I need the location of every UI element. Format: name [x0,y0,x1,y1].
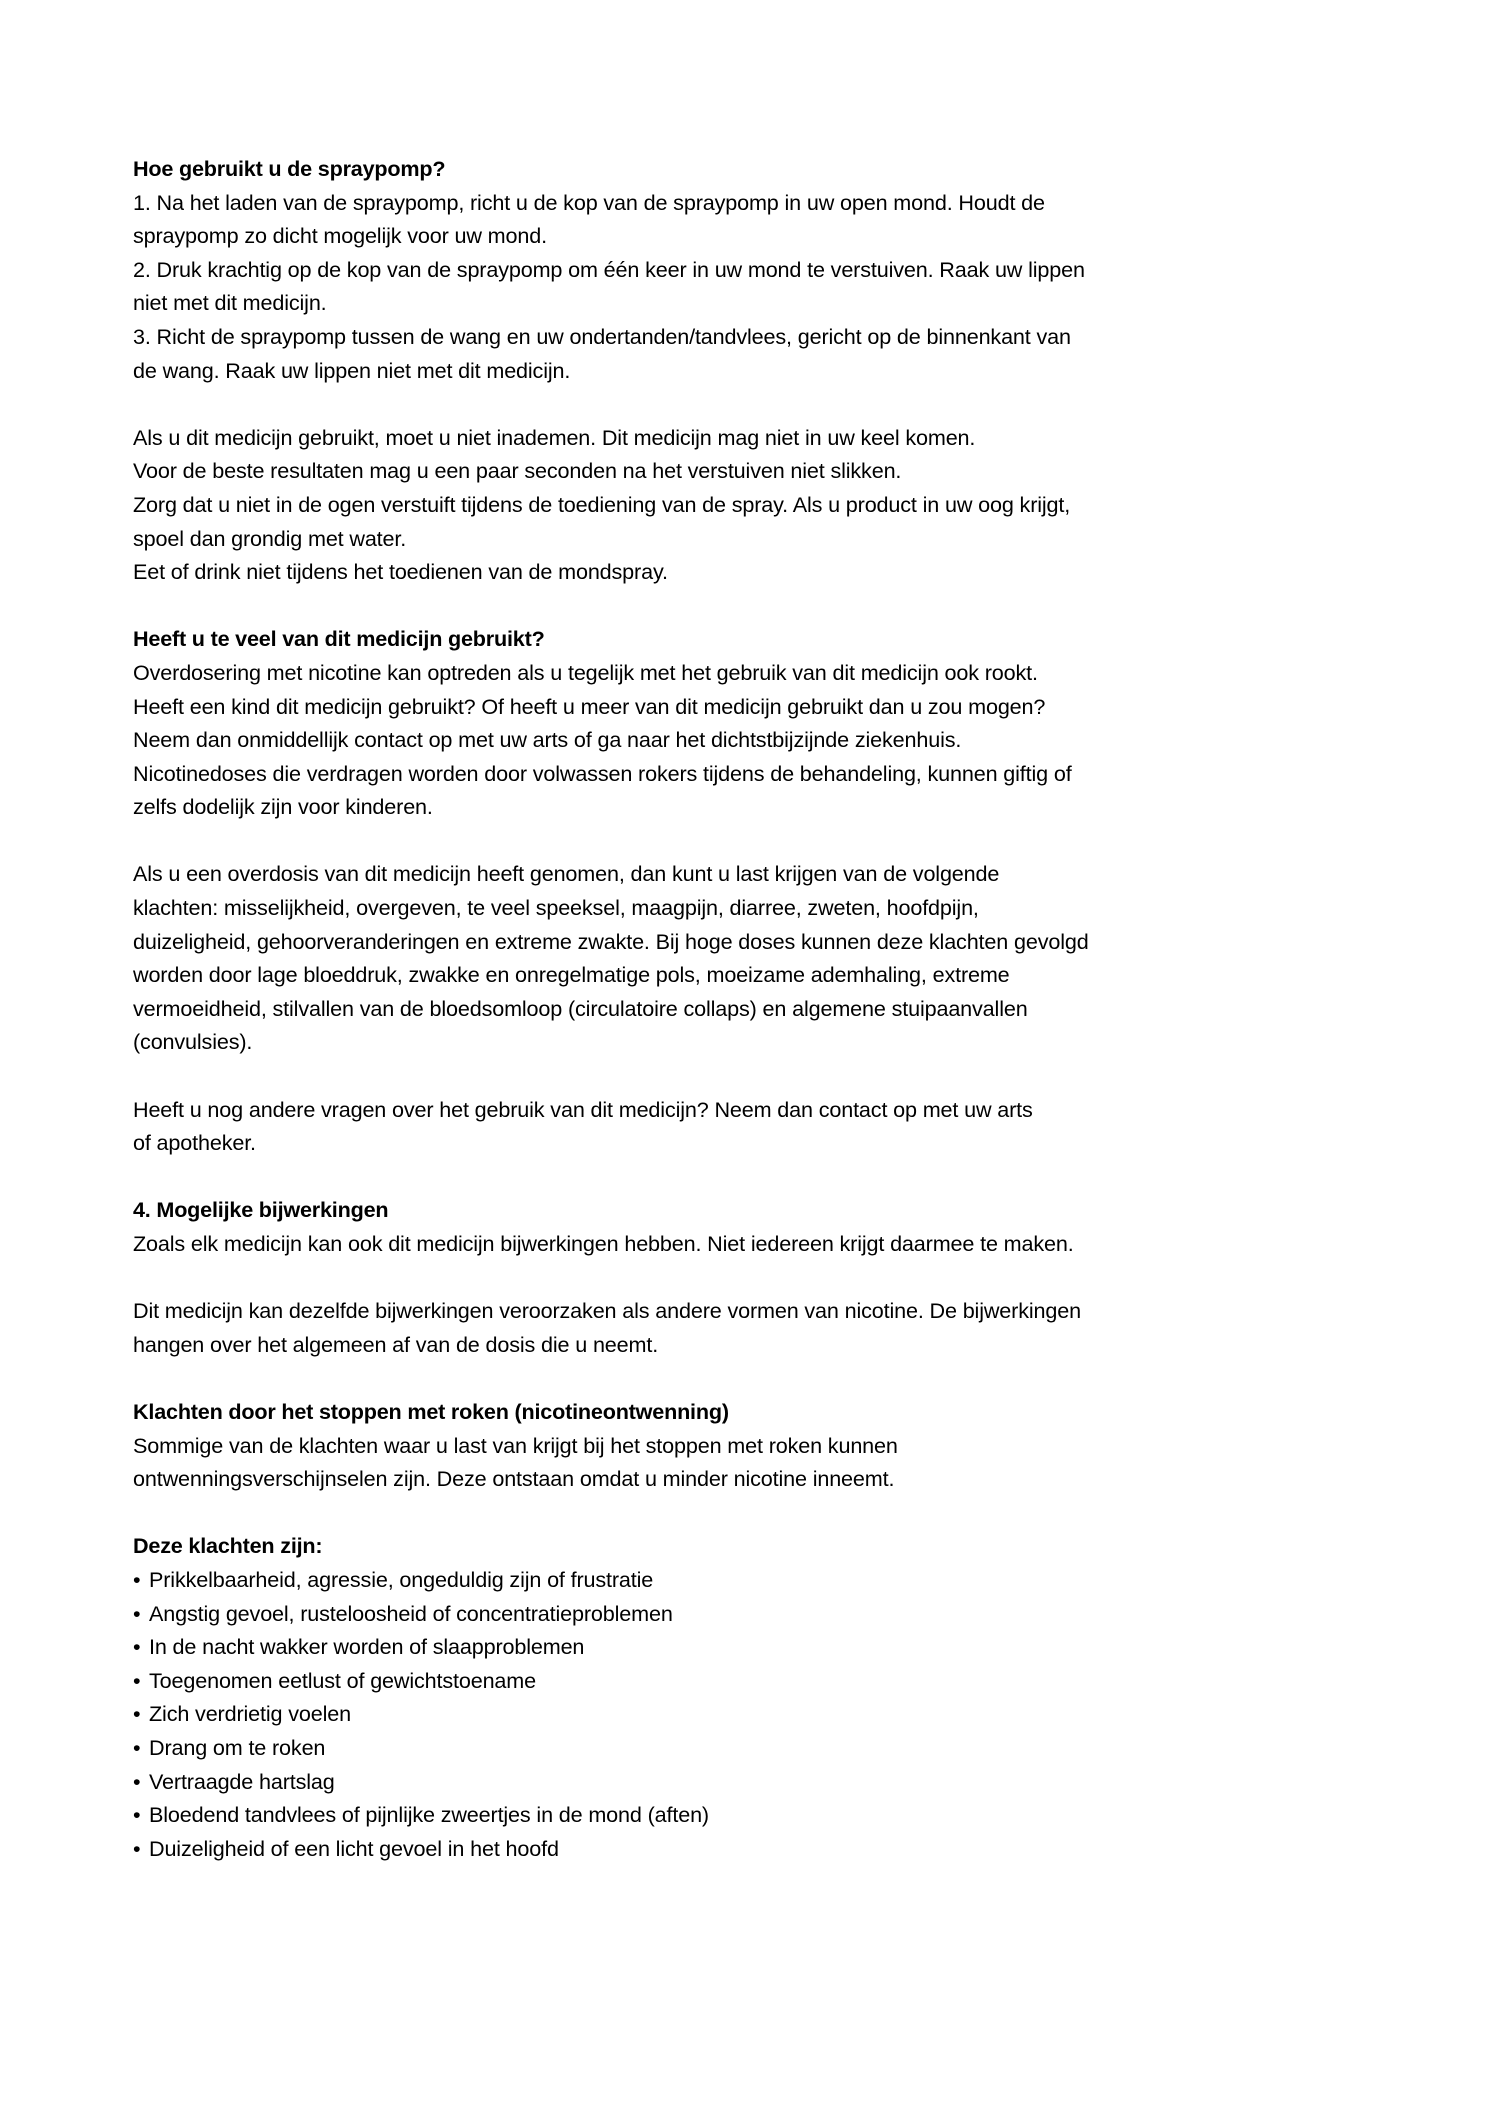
document-body [133,152,1334,1865]
bullet-icon: • [133,1701,141,1727]
section-bijwerkingen-dosis [133,1294,1334,1361]
section-heading: 4. Mogelijke bijwerkingen [133,1197,389,1223]
section-mogelijke-bijwerkingen [133,1193,1334,1260]
section-paragraph [133,186,1334,388]
text-line: Als u dit medicijn gebruikt, moet u niet inademen. Dit medicijn mag niet in uw keel komen. [133,424,976,450]
bullet-icon: • [133,1566,141,1592]
text-line: Dit medicijn kan dezelfde bijwerkingen veroorzaken als andere vormen van nicotine. De bijwerkingen [133,1298,1081,1324]
list-item-label: Toegenomen eetlust of gewichtstoename [149,1667,536,1693]
bullet-icon: • [133,1768,141,1794]
list-item [133,1664,1334,1698]
text-line: Overdosering met nicotine kan optreden als u tegelijk met het gebruik van dit medicijn ook rookt. [133,659,1038,685]
text-line: Als u een overdosis van dit medicijn heeft genomen, dan kunt u last krijgen van de volgende [133,861,1000,887]
text-line: Nicotinedoses die verdragen worden door volwassen rokers tijdens de behandeling, kunnen giftig of [133,760,1072,786]
section-paragraph [133,1429,1334,1496]
text-line: klachten: misselijkheid, overgeven, te veel speeksel, maagpijn, diarree, zweten, hoofdpijn, [133,895,979,921]
section-heading: Klachten door het stoppen met roken (nicotineontwenning) [133,1398,729,1424]
text-line: niet met dit medicijn. [133,290,327,316]
paragraph-spacer [133,1496,1334,1530]
text-line: spraypomp zo dicht mogelijk voor uw mond. [133,223,547,249]
bullet-icon: • [133,1634,141,1660]
text-line: Sommige van de klachten waar u last van krijgt bij het stoppen met roken kunnen [133,1432,898,1458]
section-overdosis-klachten [133,857,1334,1059]
list-item [133,1597,1334,1631]
paragraph-spacer [133,589,1334,623]
list-item-label: Zich verdrietig voelen [149,1701,351,1727]
bullet-icon: • [133,1734,141,1760]
text-line: worden door lage bloeddruk, zwakke en onregelmatige pols, moeizame ademhaling, extreme [133,962,1010,988]
section-deze-klachten-zijn [133,1529,1334,1865]
text-line: ontwenningsverschijnselen zijn. Deze ontstaan omdat u minder nicotine inneemt. [133,1466,895,1492]
section-vragen [133,1093,1334,1160]
section-heading: Heeft u te veel van dit medicijn gebruikt? [133,626,545,652]
list-item [133,1731,1334,1765]
text-line: de wang. Raak uw lippen niet met dit medicijn. [133,357,571,383]
text-line: zelfs dodelijk zijn voor kinderen. [133,794,433,820]
bullet-icon: • [133,1600,141,1626]
text-line: (convulsies). [133,1029,253,1055]
paragraph-spacer [133,1361,1334,1395]
list-item-label: Duizeligheid of een licht gevoel in het hoofd [149,1835,559,1861]
list-item-label: Drang om te roken [149,1734,326,1760]
paragraph-spacer [133,1059,1334,1093]
text-line: 3. Richt de spraypomp tussen de wang en uw ondertanden/tandvlees, gericht op de binnenkant van [133,323,1071,349]
list-item [133,1563,1334,1597]
list-item-label: In de nacht wakker worden of slaapproblemen [149,1634,585,1660]
section-paragraph [133,1294,1334,1361]
list-item [133,1765,1334,1799]
text-line: Eet of drink niet tijdens het toedienen van de mondspray. [133,559,668,585]
list-item [133,1697,1334,1731]
list-item-label: Prikkelbaarheid, agressie, ongeduldig zijn of frustratie [149,1566,654,1592]
list-item [133,1630,1334,1664]
symptom-bullet-list [133,1563,1334,1865]
list-item [133,1832,1334,1866]
text-line: Heeft u nog andere vragen over het gebruik van dit medicijn? Neem dan contact op met uw arts [133,1096,1033,1122]
paragraph-spacer [133,1261,1334,1295]
text-line: of apotheker. [133,1130,256,1156]
section-heading: Deze klachten zijn: [133,1533,323,1559]
text-line: duizeligheid, gehoorveranderingen en extreme zwakte. Bij hoge doses kunnen deze klachten gevolgd [133,928,1089,954]
list-item [133,1798,1334,1832]
text-line: Zoals elk medicijn kan ook dit medicijn bijwerkingen hebben. Niet iedereen krijgt daarmee te maken. [133,1231,1074,1256]
section-klachten-stoppen-met-roken [133,1395,1334,1496]
section-gebruiksadviezen [133,421,1334,589]
paragraph-spacer [133,1160,1334,1194]
section-heeft-u-te-veel-gebruikt [133,622,1334,824]
section-heading: Hoe gebruikt u de spraypomp? [133,156,446,181]
section-paragraph [133,857,1334,1059]
text-line: Zorg dat u niet in de ogen verstuift tijdens de toediening van de spray. Als u product in uw oog krijgt, [133,491,1071,517]
section-paragraph [133,1227,1334,1261]
text-line: Neem dan onmiddellijk contact op met uw arts of ga naar het dichtstbijzijnde ziekenhuis. [133,727,962,753]
paragraph-spacer [133,824,1334,858]
text-line: hangen over het algemeen af van de dosis die u neemt. [133,1331,659,1357]
list-item-label: Bloedend tandvlees of pijnlijke zweertjes in de mond (aften) [149,1802,709,1828]
bullet-icon: • [133,1802,141,1828]
section-paragraph [133,421,1334,589]
list-item-label: Angstig gevoel, rusteloosheid of concentratieproblemen [149,1600,673,1626]
text-line: Voor de beste resultaten mag u een paar seconden na het verstuiven niet slikken. [133,458,902,484]
text-line: 1. Na het laden van de spraypomp, richt u de kop van de spraypomp in uw open mond. Houdt de [133,189,1045,215]
text-line: Heeft een kind dit medicijn gebruikt? Of heeft u meer van dit medicijn gebruikt dan u zou mogen? [133,693,1046,719]
section-paragraph [133,656,1334,824]
text-line: 2. Druk krachtig op de kop van de spraypomp om één keer in uw mond te verstuiven. Raak uw lippen [133,256,1085,282]
section-paragraph [133,1093,1334,1160]
bullet-icon: • [133,1667,141,1693]
paragraph-spacer [133,387,1334,421]
section-hoe-gebruikt-u-de-spraypomp [133,152,1334,387]
list-item-label: Vertraagde hartslag [149,1768,335,1794]
bullet-icon: • [133,1835,141,1861]
text-line: spoel dan grondig met water. [133,525,407,551]
text-line: vermoeidheid, stilvallen van de bloedsomloop (circulatoire collaps) en algemene stuipaanvallen [133,995,1028,1021]
